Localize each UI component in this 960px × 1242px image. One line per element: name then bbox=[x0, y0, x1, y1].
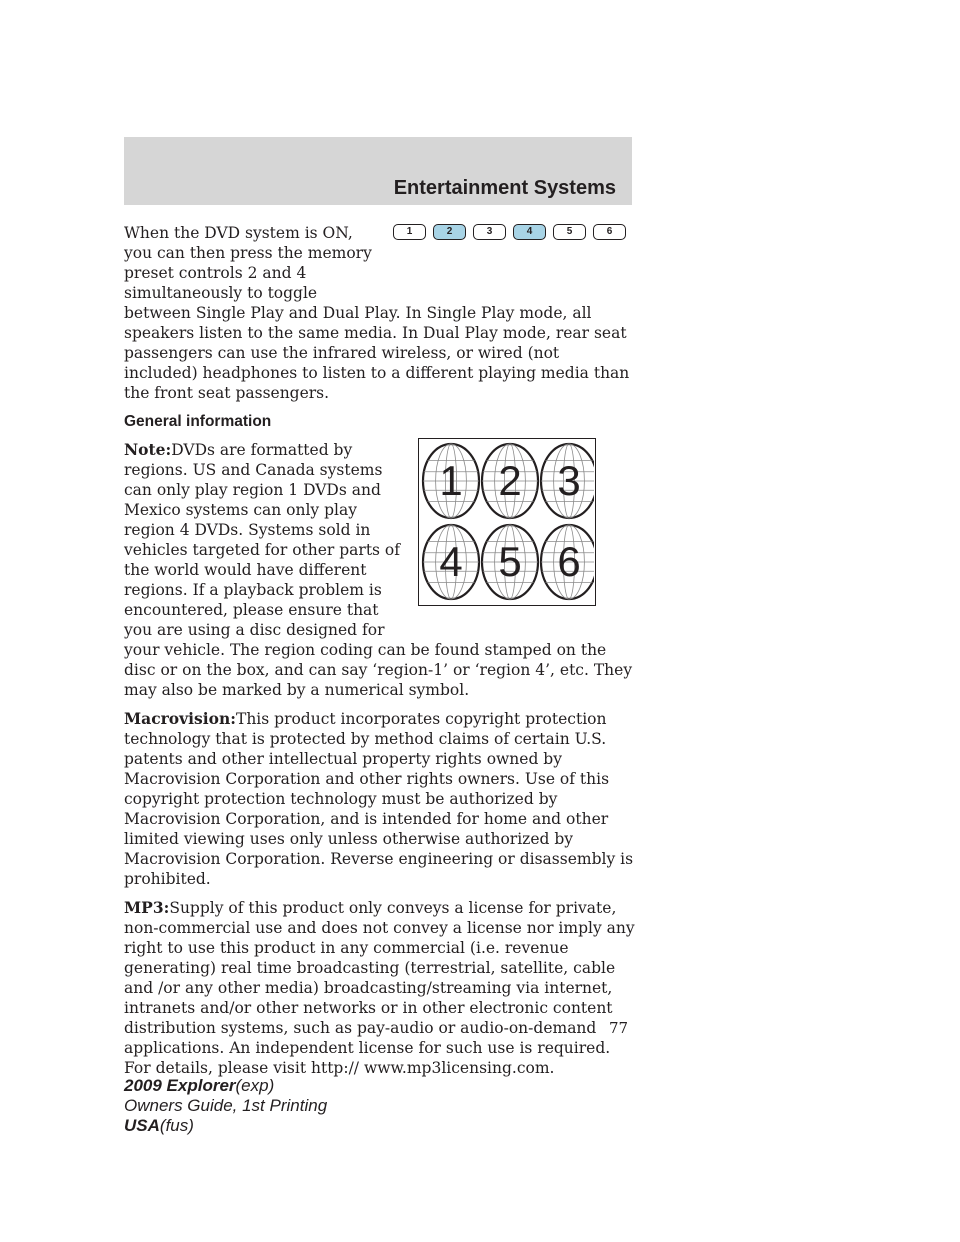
preset-buttons-illustration bbox=[388, 224, 636, 286]
region-5-symbol bbox=[482, 525, 538, 599]
preset-button-4: 4 bbox=[513, 224, 546, 240]
region-2-label: 2 bbox=[498, 457, 522, 504]
region-4-symbol bbox=[423, 525, 479, 599]
mp3-text: Supply of this product only conveys a license for private, non-commercial use and does not convey a license nor imply any right to use this product in any commercial (i.e. revenue generating) real time broadcasting (terrestrial, satellite, cable and /or any other media) broadcasting/streaming via internet, intranets and/or other networks or in other electronic content distribution systems, such as pay-audio or audio-on-demand applications. An independent license for such use is required. For details, please visit http:// www.mp3licensing.com. bbox=[124, 899, 635, 1077]
note-label: Note: bbox=[124, 440, 172, 459]
document-footer bbox=[124, 1076, 327, 1136]
region-symbols-frame bbox=[418, 438, 596, 606]
footer-model-code: (exp) bbox=[235, 1076, 275, 1095]
macrovision-text: This product incorporates copyright protection technology that is protected by method claims of certain U.S. patents and other intellectual property rights owned by Macrovision Corporation and other rights owners. Use of this copyright protection technology must be authorized by Macrovision Corporation, and is intended for home and other limited viewing uses only unless otherwise authorized by Macrovision Corporation. Reverse engineering or disassembly is prohibited. bbox=[124, 710, 634, 888]
preset-button-5: 5 bbox=[553, 224, 586, 240]
region-symbols-illustration bbox=[416, 440, 636, 636]
preset-button-row bbox=[393, 224, 626, 240]
section-heading: General information bbox=[124, 413, 272, 430]
region-3-symbol bbox=[541, 444, 594, 518]
region-2-symbol bbox=[482, 444, 538, 518]
footer-line-3 bbox=[124, 1116, 327, 1136]
footer-line-2: Owners Guide, 1st Printing bbox=[124, 1096, 328, 1115]
page-body bbox=[124, 223, 636, 1087]
region-5-label: 5 bbox=[498, 538, 522, 585]
region-6-label: 6 bbox=[557, 538, 581, 585]
region-4-label: 4 bbox=[439, 538, 463, 585]
preset-button-3: 3 bbox=[473, 224, 506, 240]
preset-button-1: 1 bbox=[393, 224, 426, 240]
macrovision-paragraph bbox=[124, 709, 636, 889]
macrovision-label: Macrovision: bbox=[124, 709, 236, 728]
section-title: Entertainment Systems bbox=[393, 177, 616, 199]
page-number: 77 bbox=[609, 1019, 629, 1037]
footer-model: 2009 Explorer bbox=[124, 1076, 236, 1095]
region-1-symbol bbox=[423, 444, 479, 518]
region-1-label: 1 bbox=[439, 457, 463, 504]
footer-market: USA bbox=[124, 1116, 160, 1135]
header-band bbox=[124, 137, 632, 205]
preset-button-2: 2 bbox=[433, 224, 466, 240]
region-6-symbol bbox=[541, 525, 594, 599]
note-text: DVDs are formatted by regions. US and Canada systems can only play region 1 DVDs and Mexico systems can only play region 4 DVDs. Systems sold in vehicles targeted for other parts of the world would have different regions. If a playback problem is encountered, please ensure that you are using a disc designed for your vehicle. The region coding can be found stamped on the disc or on the box, and can say ‘region-1’ or ‘region 4’, etc. They may also be marked by a numerical symbol. bbox=[124, 441, 633, 699]
mp3-label: MP3: bbox=[124, 898, 170, 917]
preset-button-6: 6 bbox=[593, 224, 626, 240]
footer-market-code: (fus) bbox=[159, 1116, 194, 1135]
region-3-label: 3 bbox=[557, 457, 581, 504]
intro-paragraph: When the DVD system is ON, you can then press the memory preset controls 2 and 4 simultaneously to toggle between Single Play and Dual Play. In Single Play mode, all speakers listen to the same media. In Dual Play mode, rear seat passengers can use the infrared wireless, or wired (not included) headphones to listen to a different playing media than the front seat passengers. bbox=[124, 224, 630, 402]
mp3-paragraph bbox=[124, 898, 636, 1078]
region-globe-grid bbox=[419, 439, 594, 604]
footer-line-1 bbox=[124, 1076, 327, 1096]
